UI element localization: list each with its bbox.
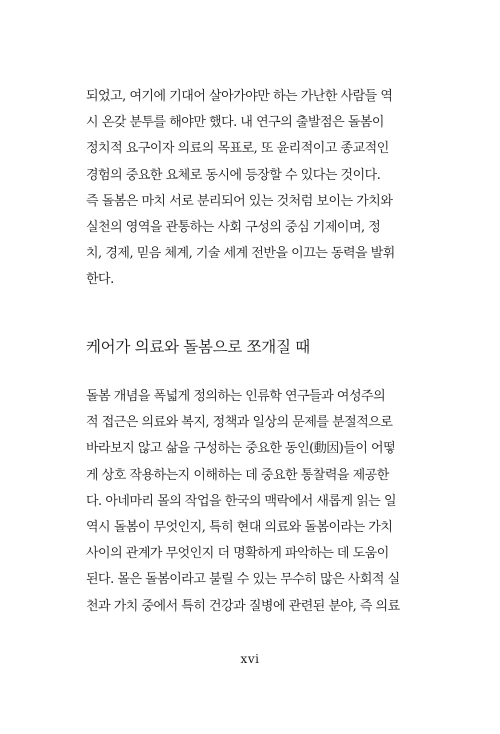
body-paragraph-1 — [86, 84, 412, 294]
text-line: 다. 아네마리 몰의 작업을 한국의 맥락에서 새롭게 읽는 일 — [86, 493, 397, 509]
text-line: 치, 경제, 믿음 체계, 기술 세계 전반을 이끄는 동력을 발휘 — [86, 246, 395, 262]
text-line: 시 온갖 분투를 해야만 했다. 내 연구의 출발점은 돌봄이 — [86, 115, 384, 131]
section-heading: 케어가 의료와 돌봄으로 쪼개질 때 — [86, 338, 310, 356]
text-line: 실천의 영역을 관통하는 사회 구성의 중심 기제이며, 정 — [86, 220, 381, 236]
text-line: 한다. — [86, 272, 114, 288]
text-line: 즉 돌봄은 마치 서로 분리되어 있는 것처럼 보이는 가치와 — [86, 193, 393, 209]
text-line: 역시 돌봄이 무엇인지, 특히 현대 의료와 돌봄이라는 가치 — [86, 520, 393, 536]
text-line: 된다. 몰은 돌봄이라고 불릴 수 있는 무수히 많은 사회적 실 — [86, 572, 400, 588]
page-number: xvi — [240, 652, 260, 666]
text-line: 게 상호 작용하는지 이해하는 데 중요한 통찰력을 제공한 — [86, 467, 389, 483]
text-line: 바라보지 않고 삶을 구성하는 중요한 동인(動因)들이 어떻 — [86, 441, 396, 457]
text-line: 정치적 요구이자 의료의 목표로, 또 윤리적이고 종교적인 — [86, 141, 389, 157]
text-line: 되었고, 여기에 기대어 살아가야만 하는 가난한 사람들 역 — [86, 89, 393, 104]
text-line: 돌봄 개념을 폭넓게 정의하는 인류학 연구들과 여성주의 — [86, 389, 386, 404]
text-line: 적 접근은 의료와 복지, 정책과 일상의 문제를 분절적으로 — [86, 415, 393, 431]
text-line: 천과 가치 중에서 특히 건강과 질병에 관련된 분야, 즉 의료 — [86, 598, 400, 614]
text-line: 사이의 관계가 무엇인지 더 명확하게 파악하는 데 도움이 — [86, 546, 389, 562]
text-line: 경험의 중요한 요체로 동시에 등장할 수 있다는 것이다. — [86, 167, 381, 183]
body-paragraph-2 — [86, 384, 412, 620]
